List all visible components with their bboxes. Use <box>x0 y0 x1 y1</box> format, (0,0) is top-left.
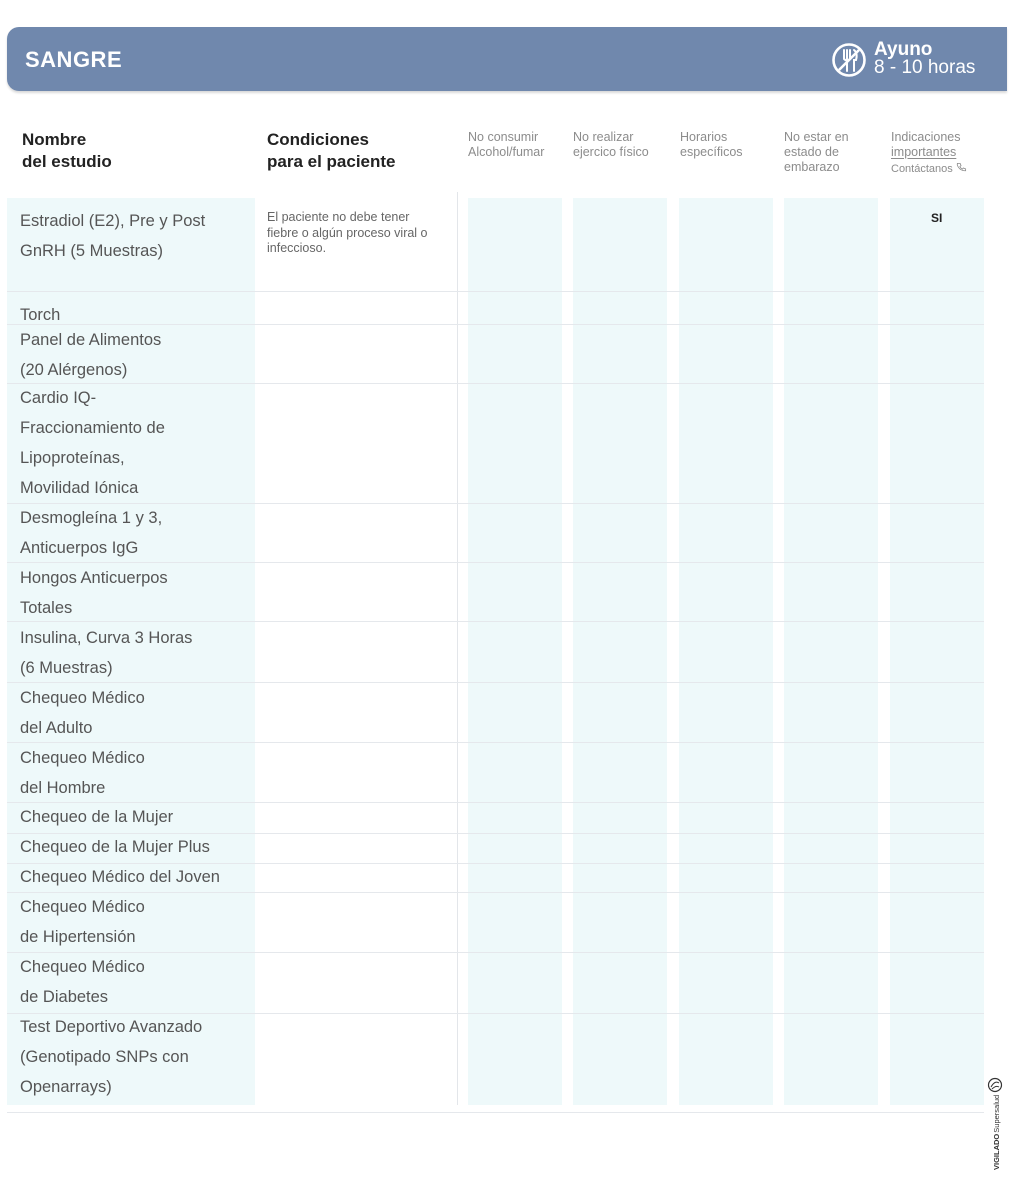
no-food-icon <box>831 42 867 78</box>
header-conditions-line1: Condiciones <box>267 130 370 149</box>
header-exercise-line2: ejercico físico <box>573 145 649 159</box>
study-name: Panel de Alimentos (20 Alérgenos) <box>20 331 162 379</box>
header-indications-line2: importantes <box>891 145 957 159</box>
study-name: Insulina, Curva 3 Horas (6 Muestras) <box>20 629 193 677</box>
table-row <box>7 953 984 1014</box>
supersalud-seal <box>984 1076 1008 1172</box>
header-exercise-line1: No realizar <box>573 130 634 144</box>
seal-text: Supersalud <box>992 1094 1001 1133</box>
table-row <box>7 864 984 893</box>
section-banner <box>7 27 1007 91</box>
seal-bold-text: VIGILADO <box>992 1133 1001 1170</box>
header-study-line1: Nombre <box>22 130 87 149</box>
study-name: Test Deportivo Avanzado (Genotipado SNPs con Openarrays) <box>20 1018 203 1096</box>
table-row <box>7 683 984 743</box>
table-row <box>7 622 984 683</box>
study-name: Chequeo de la Mujer <box>20 808 174 826</box>
header-conditions <box>267 129 396 173</box>
header-alcohol-line2: Alcohol/fumar <box>468 145 545 159</box>
header-alcohol-line1: No consumir <box>468 130 539 144</box>
table-row <box>7 504 984 563</box>
study-name: Cardio IQ- Fraccionamiento de Lipoproteínas, Movilidad Iónica <box>20 389 165 497</box>
header-pregnancy-line1: No estar en <box>784 130 849 144</box>
header-schedule <box>680 130 743 160</box>
table-row <box>7 563 984 622</box>
fasting-hours: 8 - 10 horas <box>874 57 976 78</box>
header-pregnancy-line3: embarazo <box>784 160 840 174</box>
study-name: Desmogleína 1 y 3, Anticuerpos IgG <box>20 509 163 557</box>
table-row <box>7 292 984 325</box>
study-name: Chequeo Médico de Diabetes <box>20 958 145 1006</box>
study-name: Chequeo Médico del Adulto <box>20 689 145 737</box>
header-study <box>22 129 112 173</box>
contact-link[interactable] <box>891 162 967 175</box>
svg-text:VIGILADOSupersalud <box>992 1095 1001 1170</box>
header-indications <box>891 130 961 160</box>
study-name: Chequeo de la Mujer Plus <box>20 838 210 856</box>
header-conditions-line2: para el paciente <box>267 152 396 171</box>
table-row <box>7 325 984 384</box>
study-name: Chequeo Médico del Hombre <box>20 749 145 797</box>
table-row <box>7 384 984 504</box>
header-pregnancy <box>784 130 849 175</box>
table-bottom-divider <box>7 1112 984 1113</box>
table-row <box>7 834 984 864</box>
table-row <box>7 743 984 803</box>
study-name: Chequeo Médico de Hipertensión <box>20 898 145 946</box>
header-study-line2: del estudio <box>22 152 112 171</box>
phone-icon <box>956 162 967 173</box>
study-name: Estradiol (E2), Pre y Post GnRH (5 Muestras) <box>20 212 206 260</box>
fasting-title: Ayuno <box>874 39 933 60</box>
header-alcohol <box>468 130 544 160</box>
study-name: Torch <box>20 306 61 324</box>
table-row <box>7 803 984 834</box>
table-row <box>7 198 984 292</box>
header-schedule-line1: Horarios <box>680 130 728 144</box>
header-pregnancy-line2: estado de <box>784 145 839 159</box>
section-title: SANGRE <box>25 47 123 72</box>
contact-label: Contáctanos <box>891 163 953 175</box>
study-name: Chequeo Médico del Joven <box>20 868 220 886</box>
table-row <box>7 893 984 953</box>
header-exercise <box>573 130 649 160</box>
fasting-info <box>874 41 975 77</box>
header-schedule-line2: específicos <box>680 145 743 159</box>
header-indications-line1: Indicaciones <box>891 130 961 144</box>
patient-condition: El paciente no debe tener fiebre o algún proceso viral o infeccioso. <box>267 210 428 255</box>
table-row <box>7 1014 984 1105</box>
study-name: Hongos Anticuerpos Totales <box>20 569 168 617</box>
indications-value: SI <box>931 211 943 225</box>
